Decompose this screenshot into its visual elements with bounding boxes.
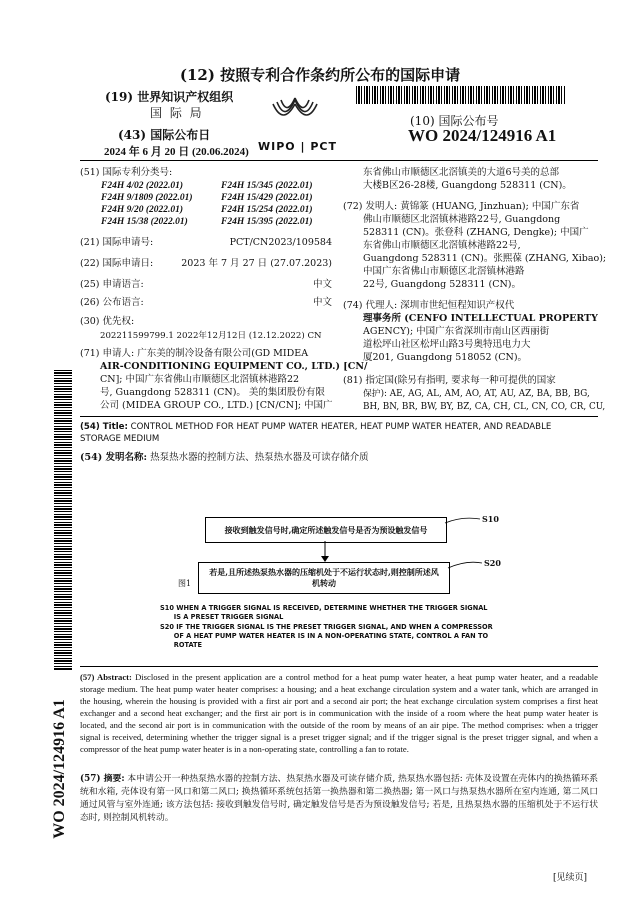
applicant-address-line: 东省佛山市顺德区北滘镇美的大道6号美的总部 [363, 167, 560, 178]
applicant-line: 公司 (MIDEA GROUP CO., LTD.) [CN/CN]; 中国广 [100, 400, 333, 411]
pub-number: WO 2024/124916 A1 [408, 126, 557, 145]
flowchart-step-s20: 若是,且所述热泵热水器的压缩机处于不运行状态时,则控制所述风 机转动 [198, 562, 450, 594]
s10-leader [445, 518, 480, 523]
english-title-text-2: STORAGE MEDIUM [80, 434, 160, 444]
applicant-address-line: 大楼B区26-28楼, Guangdong 528311 (CN)。 [363, 180, 572, 191]
legend-line: OF A HEAT PUMP WATER HEATER IS IN A NON-OPERATING STATE, CONTROL A FAN TO [160, 632, 489, 640]
ipc-row: F24H 9/1809 (2022.01) F24H 15/429 (2022.01) [101, 193, 313, 203]
inventor-line: 东省佛山市顺德区北滘镇林港路22号, [363, 240, 521, 251]
designated-states-line: BH, BN, BR, BW, BY, BZ, CA, CH, CL, CN, CO, CR, CU, [363, 402, 606, 412]
priority-value: 202211599799.1 2022年12月12日 (12.12.2022) CN [100, 331, 322, 341]
inventor-line: 528311 (CN)。张登科 (ZHANG, Dengke); 中国广 [363, 227, 589, 238]
abstract-rule [80, 666, 598, 667]
document-title: (12) 按照专利合作条约所公布的国际申请 [179, 66, 461, 84]
pub-date-label: (43) 国际公布日 [118, 128, 211, 142]
flowchart-step-s10: 接收到触发信号时,确定所述触发信号是否为预设触发信号 [205, 517, 447, 543]
side-pub-number: WO 2024/124916 A1 [51, 699, 68, 839]
agent-line: 厦201, Guangdong 518052 (CN)。 [363, 352, 528, 363]
step-label-s10: S10 [482, 514, 499, 524]
legend-line: IS A PRESET TRIGGER SIGNAL [160, 613, 284, 621]
english-abstract [80, 671, 598, 755]
legend-line: ROTATE [160, 641, 203, 649]
app-no-row: (21) 国际申请号: PCT/CN2023/109584 [80, 237, 332, 248]
english-title-text: CONTROL METHOD FOR HEAT PUMP WATER HEATER, HEAT PUMP WATER HEATER, AND READABLE [130, 422, 552, 432]
chinese-abstract-text: 本申请公开一种热泵热水器的控制方法、热泵热水器及可读存储介质, 热泵热水器包括: 壳体及设置在壳体内的换热循环系统和水箱, 壳体设有第一风口和第二风口; 换热循环系统包括第一换热器和第二换热器; 第一风口与热泵热水器所在室内连通, 第二风口通过风管与室外连通; 该方法包括: 接收到触发信号时, 确定触发信号是否为预设触发信号; 若是, 且热泵热水器的压缩机处于不运行状态时, 则控制风机转动。 [80, 774, 599, 823]
ipc-row: F24H 15/38 (2022.01) F24H 15/395 (2022.01) [101, 217, 313, 227]
chinese-title: (54) 发明名称: 热泵热水器的控制方法、热泵热水器及可读存储介质 [80, 452, 369, 463]
pub-lang-row: (26) 公布语言: 中文 [80, 297, 332, 308]
english-title-label: (54) Title: [80, 422, 128, 432]
continued-note: [见续页] [553, 873, 588, 883]
org-name: (19) 世界知识产权组织 [105, 90, 234, 104]
ipc-row: F24H 4/02 (2022.01) F24H 15/345 (2022.01) [101, 181, 313, 191]
inventor-line: (72) 发明人: 黄锦篆 (HUANG, Jinzhuan); 中国广东省 [343, 201, 580, 212]
english-abstract-text: Disclosed in the present application are a control method for a heat pump water heater, a heat pump water heater, and a readable storage medium. The heat pump water heater comprises: a housing; and a heat exchange circulation system and a water tank, which are arranged in the housing, wherein the housing is provided with a first air port and a second air port; the heat exchange circulation system comprises a first heat exchanger and a second heat exchanger; and the first air port is in communication with the inside of a room where the heat pump water heater is located, and the second air port is in communication with the outside of the room by means of an air pipe. The method comprises: when a trigger signal is received, determining whether the trigger signal is a preset trigger signal; and if the trigger signal is the preset trigger signal, and when a compressor of the heat pump water heater is in a non-operating state, controlling a fan to rotate. [80, 672, 599, 754]
agent-line: 道松坪山社区松坪山路3号奥特迅电力大 [363, 339, 531, 350]
legend-line: S20 IF THE TRIGGER SIGNAL IS THE PRESET TRIGGER SIGNAL, AND WHEN A COMPRESSOR [160, 623, 493, 631]
chinese-abstract-label: (57) 摘要: [80, 774, 125, 784]
inventor-line: 佛山市顺德区北滘镇林港路22号, Guangdong [363, 214, 561, 225]
applicant-line: CN]; 中国广东省佛山市顺德区北滘镇林港路22 [100, 374, 300, 385]
s20-leader [448, 562, 482, 568]
applicant-line: 号, Guangdong 528311 (CN)。 美的集团股份有限 [100, 387, 325, 398]
priority-label: (30) 优先权: [80, 316, 135, 327]
agent-line: AGENCY); 中国广东省深圳市南山区西丽街 [363, 326, 550, 337]
designated-states-line: 保护): AE, AG, AL, AM, AO, AT, AU, AZ, BA, BB, BG, [363, 389, 590, 399]
org-bureau: 国 际 局 [150, 106, 204, 120]
wipo-pct-label: WIPO | PCT [258, 140, 337, 153]
inventor-line: 中国广东省佛山市顺德区北滘镇林港路 [363, 266, 525, 277]
inventor-line: 22号, Guangdong 528311 (CN)。 [363, 279, 521, 290]
ipc-row: F24H 9/20 (2022.01) F24H 15/254 (2022.01) [101, 205, 313, 215]
english-abstract-label: (57) Abstract: [80, 672, 132, 682]
designated-states-line: (81) 指定国(除另有指明, 要求每一种可提供的国家 [343, 375, 556, 386]
inventor-line: Guangdong 528311 (CN)。张熙葆 (ZHANG, Xibao); [363, 253, 607, 264]
step-label-s20: S20 [484, 558, 501, 568]
pub-date: 2024 年 6 月 20 日 (20.06.2024) [104, 146, 249, 158]
lang-row: (25) 申请语言: 中文 [80, 279, 332, 290]
filing-date-row: (22) 国际申请日: 2023 年 7 月 27 日 (27.07.2023) [80, 258, 332, 269]
ipc-label: (51) 国际专利分类号: [80, 167, 173, 178]
agent-line: (74) 代理人: 深圳市世纪恒程知识产权代 [343, 300, 515, 311]
applicant-line: AIR-CONDITIONING EQUIPMENT CO., LTD.) [CN/ [100, 361, 368, 372]
agent-line: 理事务所 (CENFO INTELLECTUAL PROPERTY [363, 313, 598, 324]
applicant-line: (71) 申请人: 广东美的制冷设备有限公司(GD MIDEA [80, 348, 309, 359]
pub-no-label: (10) 国际公布号 [410, 114, 499, 128]
legend-line: S10 WHEN A TRIGGER SIGNAL IS RECEIVED, DETERMINE WHETHER THE TRIGGER SIGNAL [160, 604, 488, 612]
figure-label: 图1 [178, 579, 192, 588]
chinese-abstract [80, 773, 598, 825]
